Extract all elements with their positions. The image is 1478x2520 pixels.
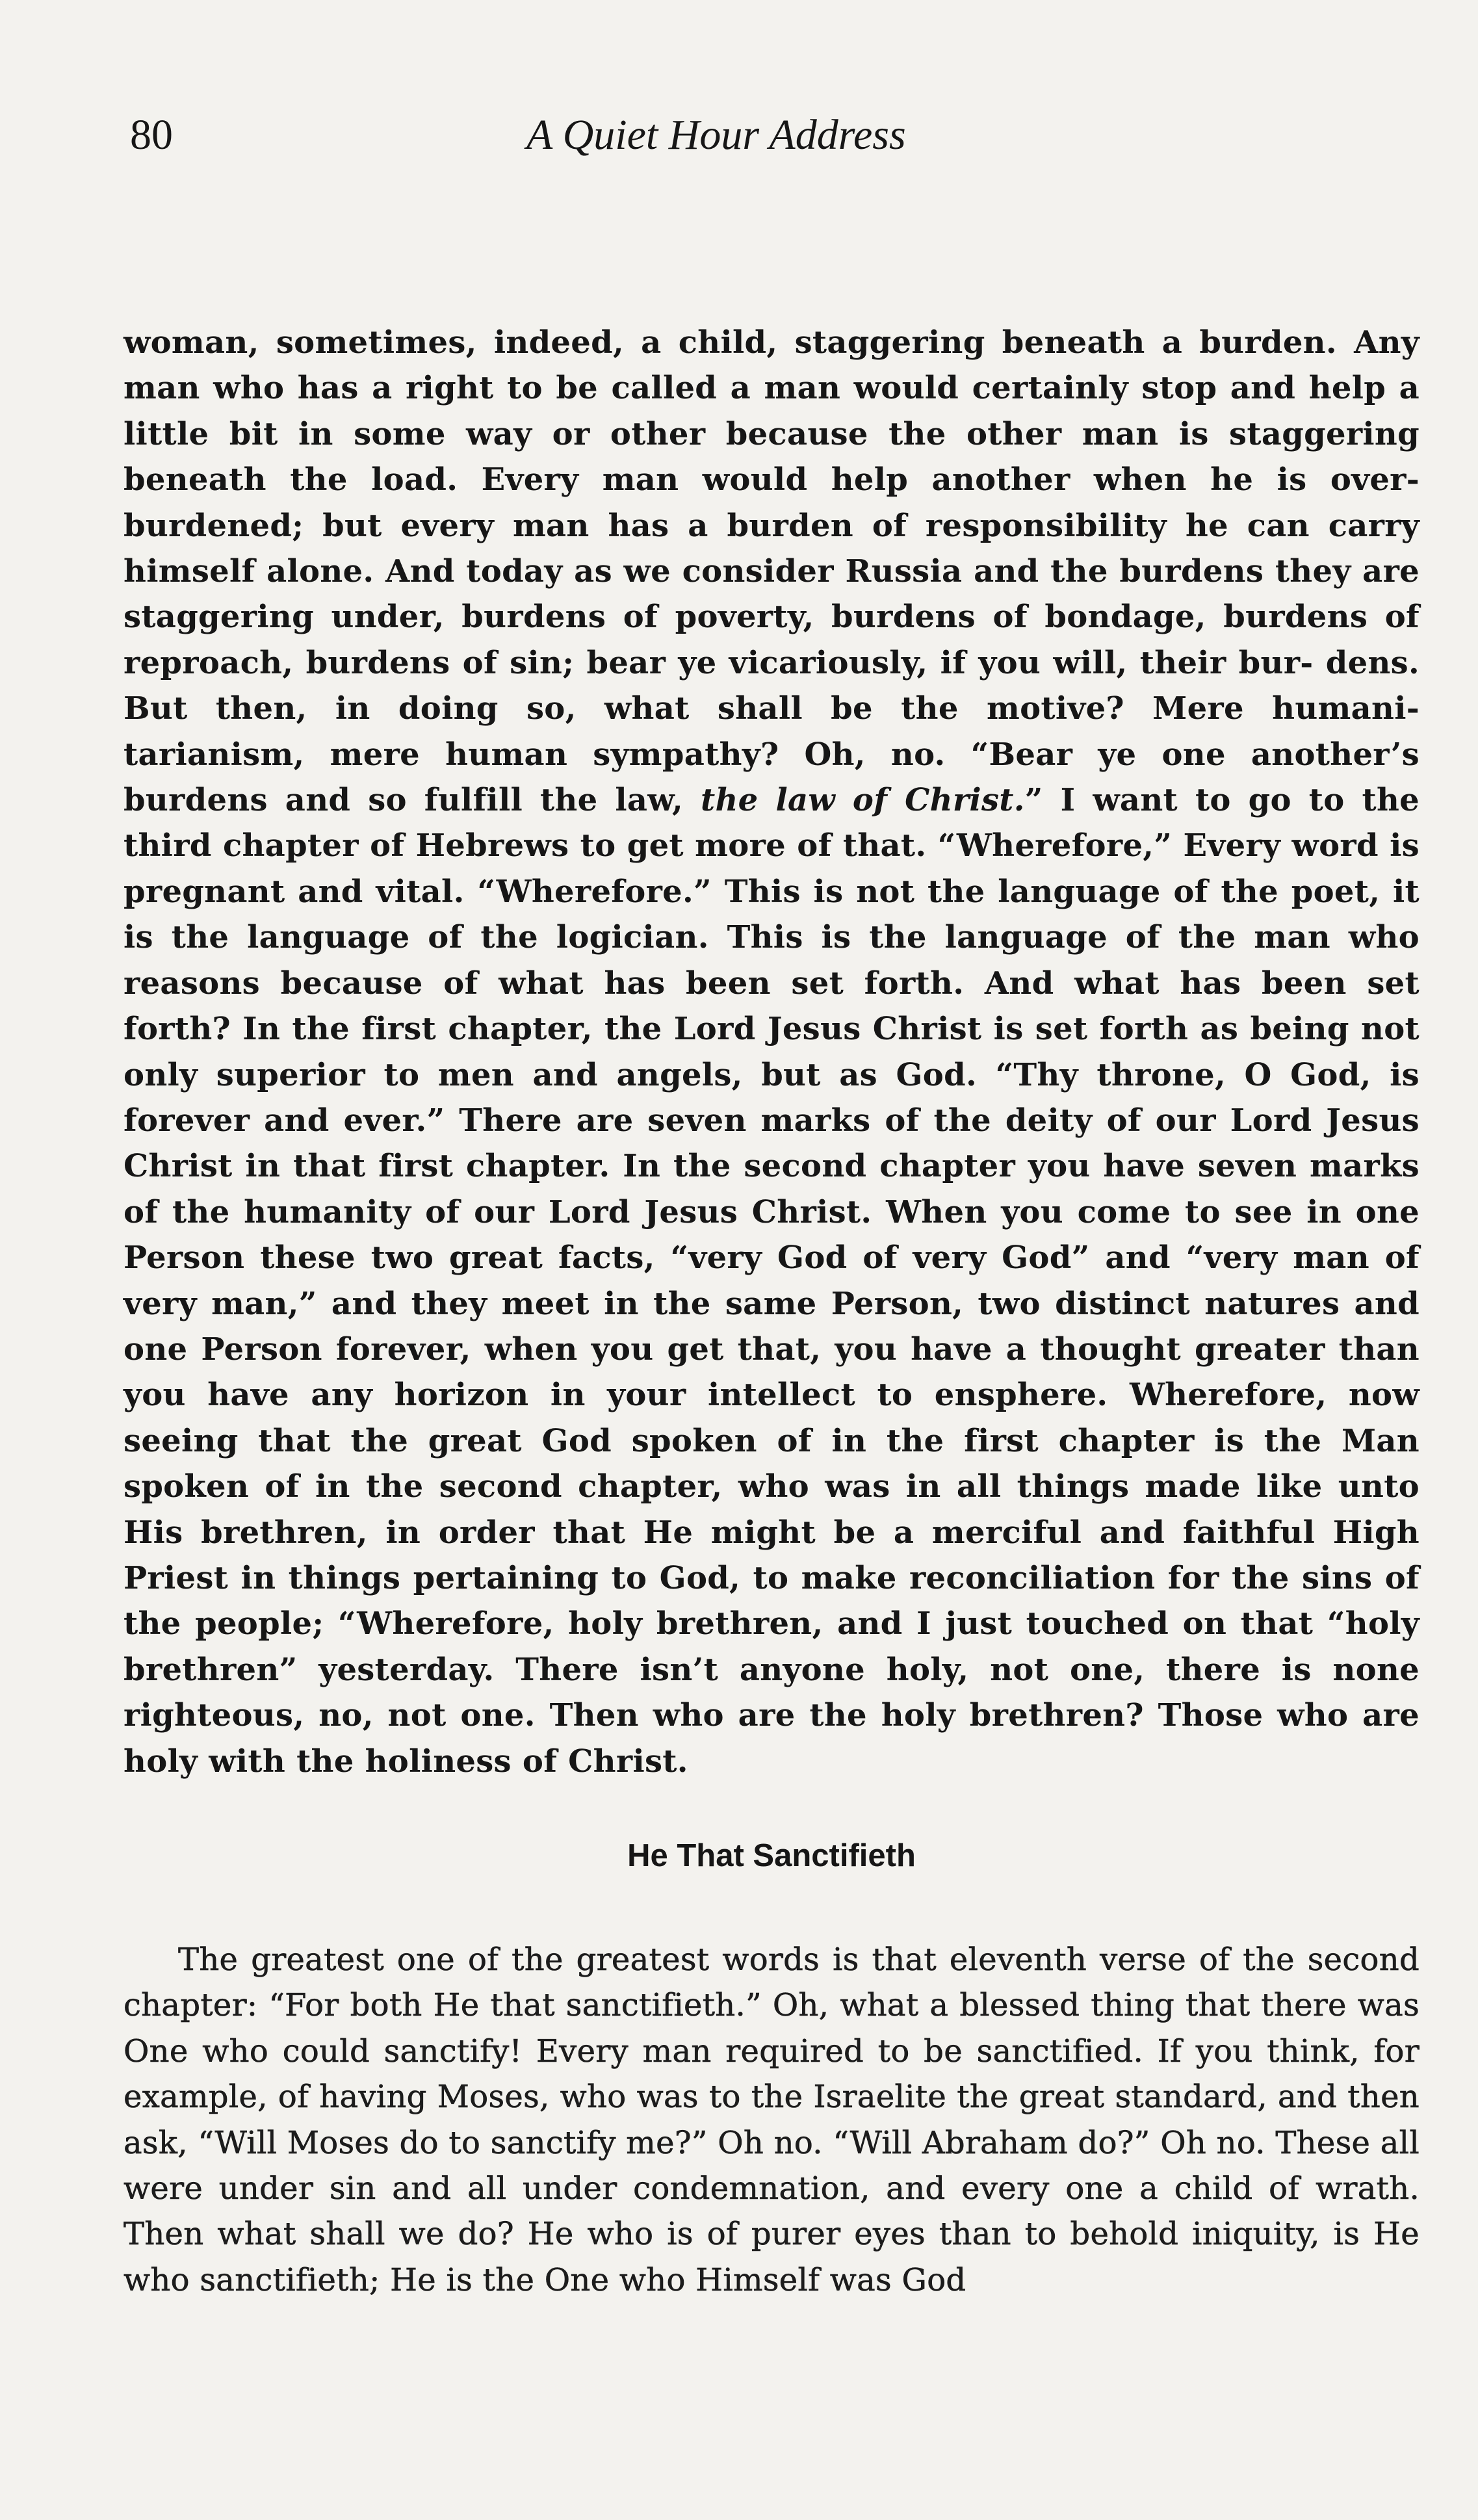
body-paragraph-1	[123, 320, 1420, 1784]
running-title: A Quiet Hour Address	[526, 111, 906, 159]
running-head	[123, 110, 1420, 175]
book-page	[123, 110, 1420, 2303]
section-heading: He That Sanctifieth	[627, 1838, 916, 1873]
paragraph-1-text-start: woman, sometimes, indeed, a child, staggering beneath a burden. Any man who has a right to be called a man would certainly stop and help a little bit in some way or other because the other man is staggering beneath the load. Every man would help another when he is over- burdened; but every man has a burden of responsibility he can carry himself alone. And today as we consider Russia and the burdens they are staggering under, burdens of poverty, burdens of bondage, burdens of reproach, burdens of sin; bear ye vicariously, if you will, their bur- dens. But then, in doing so, what shall be the motive? Mere humani- tarianism, mere human sympathy? Oh, no. “Bear ye one another’s burdens and so fulfill the law,	[123, 324, 1420, 819]
paragraph-1-italic-phrase: the law of Christ.	[701, 782, 1025, 819]
page-number: 80	[130, 111, 173, 159]
body-paragraph-2: The greatest one of the greatest words is that eleventh verse of the second chapter: “For both He that sanctifieth.” Oh, what a blessed thing that there was One who could sanctify! Every man required to be sanctified. If you think, for example, of having Moses, who was to the Israelite the great standard, and then ask, “Will Moses do to sanctify me?” Oh no. “Will Abraham do?” Oh no. These all were under sin and all under condemnation, and every one a child of wrath. Then what shall we do? He who is of purer eyes than to behold iniquity, is He who sanctifieth; He is the One who Himself was God	[123, 1942, 1420, 2298]
paragraph-1-text-end: ” I want to go to the third chapter of Hebrews to get more of that. “Wherefore,” Every word is pregnant and vital. “Wherefore.” This is not the language of the poet, it is the language of the logician. This is the language of the man who reasons because of what has been set forth. And what has been set forth? In the first chapter, the Lord Jesus Christ is set forth as being not only superior to men and angels, but as God. “Thy throne, O God, is forever and ever.” There are seven marks of the deity of our Lord Jesus Christ in that first chapter. In the second chapter you have seven marks of the humanity of our Lord Jesus Christ. When you come to see in one Person these two great facts, “very God of very God” and “very man of very man,” and they meet in the same Person, two distinct natures and one Person forever, when you get that, you have a thought greater than you have any horizon in your intellect to ensphere. Wherefore, now seeing that the great God spoken of in the first chapter is the Man spoken of in the second chapter, who was in all things made like unto His brethren, in order that He might be a merciful and faithful High Priest in things pertaining to God, to make reconciliation for the sins of the people; “Wherefore, holy brethren, and I just touched on that “holy brethren” yesterday. There isn’t anyone holy, not one, there is none righteous, no, not one. Then who are the holy brethren? Those who are holy with the holiness of Christ.	[123, 782, 1420, 1780]
